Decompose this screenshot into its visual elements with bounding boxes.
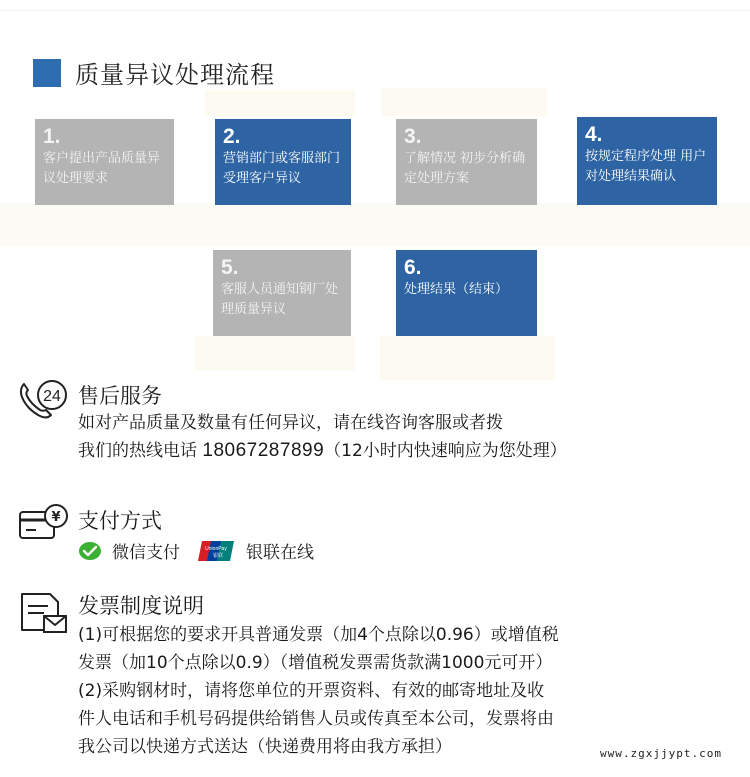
invoice-line-3: (2)采购钢材时，请将您单位的开票资料、有效的邮寄地址及收 bbox=[78, 681, 545, 701]
step-number: 3. bbox=[404, 125, 422, 148]
phone-24-icon bbox=[18, 378, 68, 422]
step-number: 4. bbox=[585, 123, 603, 146]
invoice-mail-icon bbox=[18, 590, 70, 636]
wechat-pay-icon bbox=[78, 541, 102, 561]
flowchart-band bbox=[0, 203, 750, 247]
section-title: 发票制度说明 bbox=[78, 594, 204, 618]
page-title: 质量异议处理流程 bbox=[75, 61, 275, 89]
svg-text:银联: 银联 bbox=[212, 552, 224, 559]
invoice-line-2: 发票（加10个点除以0.9）（增值税发票需货款满1000元可开） bbox=[78, 653, 553, 673]
unionpay-icon bbox=[198, 540, 234, 562]
hotline-note: （12小时内快速响应为您处理） bbox=[324, 441, 567, 461]
invoice-line-5: 我公司以快递方式送达（快递费用将由我方承担） bbox=[78, 737, 452, 757]
step-number: 5. bbox=[221, 256, 239, 279]
step-number: 1. bbox=[43, 125, 61, 148]
wechat-pay-label: 微信支付 bbox=[112, 543, 180, 563]
flow-step-6 bbox=[396, 250, 537, 336]
svg-text:UnionPay: UnionPay bbox=[205, 545, 227, 552]
flow-step-5 bbox=[213, 250, 351, 336]
flow-header bbox=[33, 55, 275, 90]
hotline-number: 18067287899 bbox=[202, 440, 325, 461]
title-marker bbox=[33, 59, 61, 87]
svg-text:¥: ¥ bbox=[51, 510, 61, 525]
unionpay-label: 银联在线 bbox=[246, 543, 314, 563]
step-text: 按规定程序处理 用户对处理结果确认 bbox=[585, 149, 707, 184]
flow-step-4 bbox=[577, 117, 717, 205]
flow-step-1 bbox=[35, 119, 174, 205]
step-text: 处理结果（结束） bbox=[404, 282, 509, 297]
flow-step-2 bbox=[215, 119, 351, 205]
flowchart-glow bbox=[205, 90, 355, 116]
flow-step-3 bbox=[396, 119, 537, 205]
step-text: 客服人员通知钢厂处理质量异议 bbox=[221, 282, 339, 317]
step-text: 了解情况 初步分析确定处理方案 bbox=[404, 151, 526, 186]
flowchart-glow bbox=[195, 336, 355, 370]
section-title: 售后服务 bbox=[78, 384, 162, 408]
flowchart-glow bbox=[380, 336, 555, 380]
hotline-label: 我们的热线电话 bbox=[78, 441, 203, 461]
flowchart-glow bbox=[382, 88, 547, 116]
step-text: 客户提出产品质量异议处理要求 bbox=[43, 151, 161, 186]
site-watermark: www.zgxjjypt.com bbox=[600, 747, 722, 760]
top-divider bbox=[0, 10, 750, 11]
section-title: 支付方式 bbox=[78, 509, 162, 533]
svg-text:24: 24 bbox=[43, 388, 61, 405]
step-number: 6. bbox=[404, 256, 422, 279]
step-number: 2. bbox=[223, 125, 241, 148]
invoice-line-1: (1)可根据您的要求开具普通发票（加4个点除以0.96）或增值税 bbox=[78, 625, 559, 645]
step-text: 营销部门或客服部门受理客户异议 bbox=[223, 151, 341, 186]
after-sales-line-2 bbox=[78, 437, 567, 465]
card-yen-icon bbox=[18, 502, 70, 542]
invoice-line-4: 件人电话和手机号码提供给销售人员或传真至本公司，发票将由 bbox=[78, 709, 554, 729]
payment-methods bbox=[78, 538, 314, 563]
after-sales-line-1: 如对产品质量及数量有任何异议，请在线咨询客服或者拨 bbox=[78, 413, 503, 433]
